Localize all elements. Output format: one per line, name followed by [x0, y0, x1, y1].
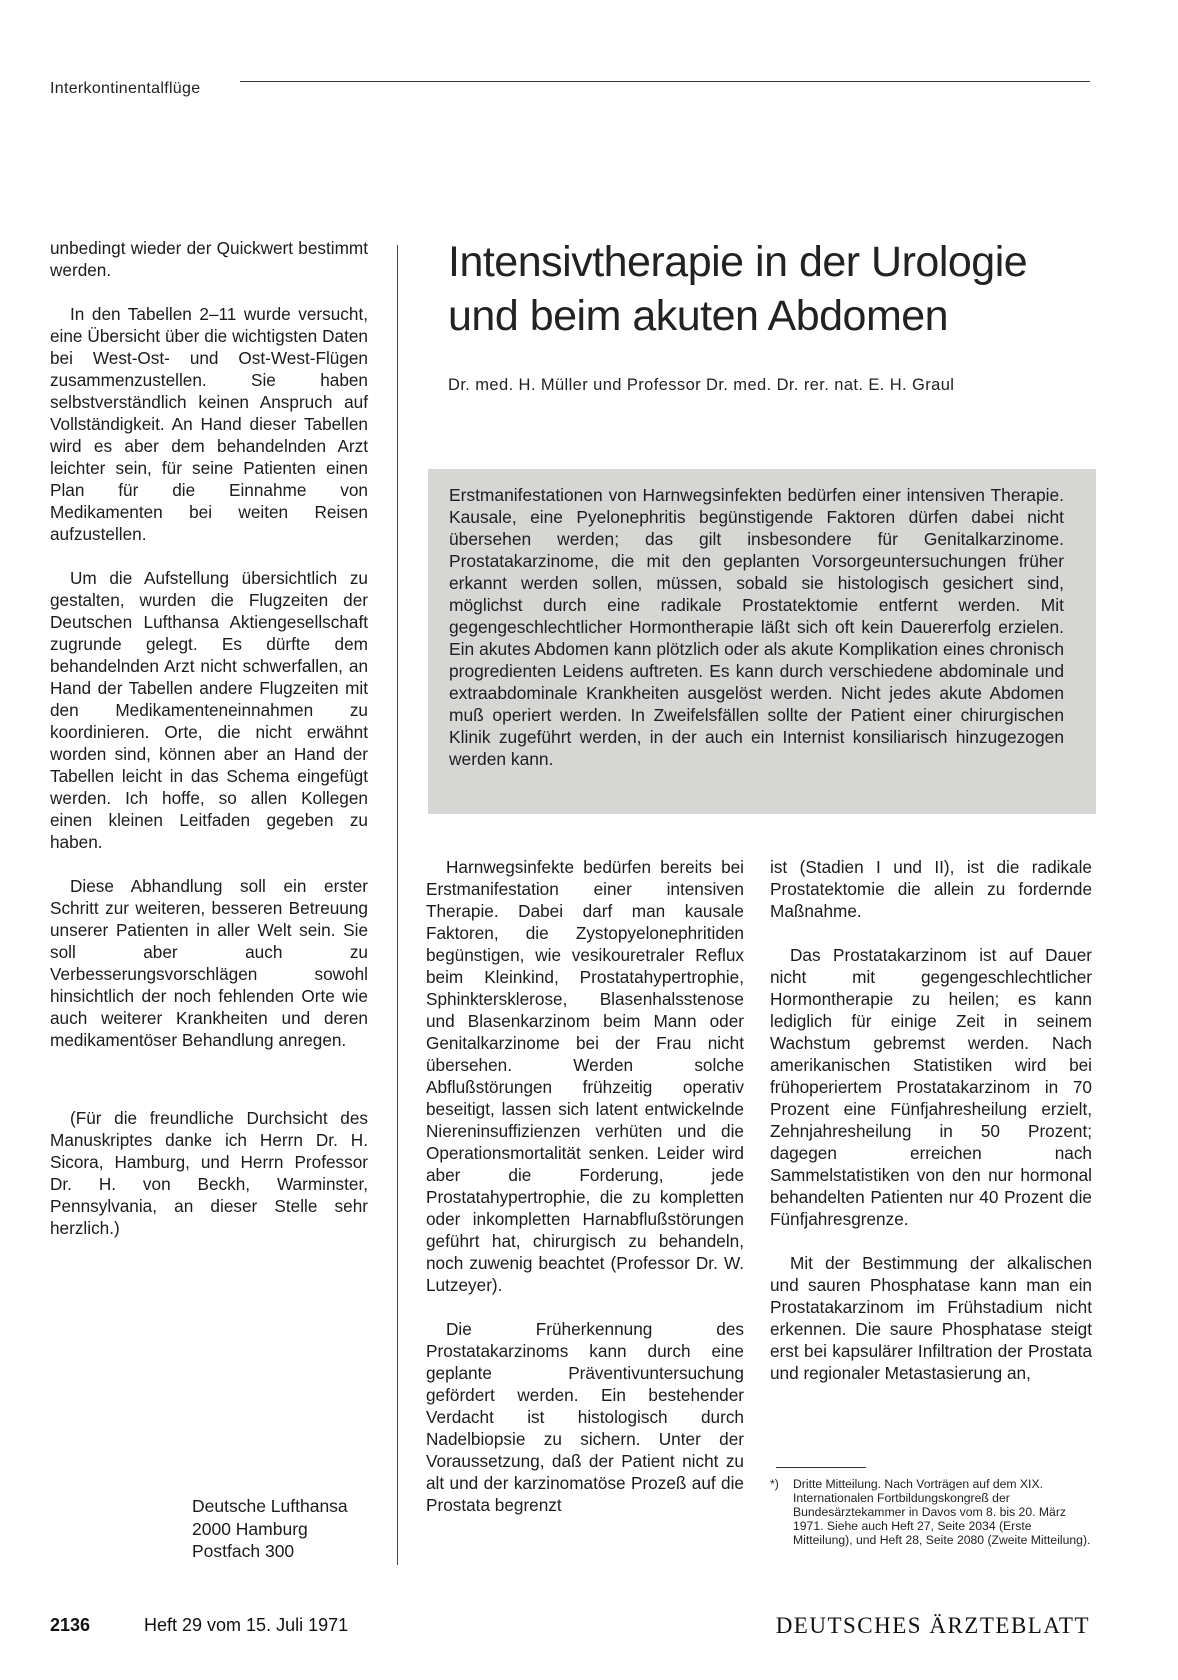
address-line-1: Deutsche Lufthansa [192, 1496, 348, 1516]
footnote-rule [776, 1467, 866, 1468]
abstract-text: Erstmanifestationen von Harnwegsinfekten bedürfen einer intensiven Therapie. Kausale, eine Pyelonephritis begünstigende Faktoren dürfen dabei nicht übersehen werden; das gilt insbesondere für Genitalkarzinome. Prostatakarzinome, die mit den geplanten Vorsorgeuntersuchungen früher erkannt werden sollen, müssen, sobald sie histologisch gesichert sind, möglichst durch eine radikale Prostatektomie entfernt werden. Mit gegengeschlechtlicher Hormontherapie läßt sich oft kein Dauererfolg erzielen. Ein akutes Abdomen kann plötzlich oder als akute Komplikation eines chronisch progredienten Leidens auftreten. Es kann durch verschiedene abdominale und extraabdominale Krankheiten ausgelöst werden. Nicht jedes akute Abdomen muß operiert werden. In Zweifelsfällen sollte der Patient einer chirurgischen Klinik zugeführt werden, in der auch ein Internist konsiliarisch hinzugezogen werden kann. [449, 485, 1064, 769]
left-paragraph-5: (Für die freundliche Durchsicht des Manuskriptes danke ich Herrn Dr. H. Sicora, Hamburg, und Herrn Professor Dr. H. von Beckh, Warminster, Pennsylvania, an dieser Stelle sehr herzlich.) [50, 1108, 368, 1238]
footnote [770, 1477, 1092, 1547]
right-column [770, 856, 1092, 1406]
left-paragraph-3: Um die Aufstellung übersichtlich zu gestalten, wurden die Flugzeiten der Deutschen Lufthansa Aktiengesellschaft zugrunde gelegt. Es dürfte dem behandelnden Arzt nicht schwerfallen, an Hand der Tabellen andere Flugzeiten mit den Medikamenteneinnahmen zu koordinieren. Orte, die nicht erwähnt worden sind, können aber an Hand der Tabellen leicht in das Schema eingefügt werden. Ich hoffe, so allen Kollegen einen kleinen Leitfaden gegeben zu haben. [50, 568, 368, 852]
journal-name: DEUTSCHES ÄRZTEBLATT [775, 1613, 1090, 1638]
author-address [192, 1495, 348, 1563]
left-paragraph-2: In den Tabellen 2–11 wurde versucht, eine Übersicht über die wichtigsten Daten bei West-Ost- und Ost-West-Flügen zusammenzustellen. Sie haben selbstverständlich keinen Anspruch auf Vollständigkeit. An Hand dieser Tabellen wird es aber dem behandelnden Arzt leichter sein, für seine Patienten einen Plan für die Einnahme von Medikamenten bei weiten Reisen aufzustellen. [50, 304, 368, 544]
middle-column [426, 856, 744, 1538]
right-paragraph-3: Mit der Bestimmung der alkalischen und sauren Phosphatase kann man ein Prostatakarzinom im Frühstadium nicht erkennen. Die saure Phosphatase steigt erst bei kapsulärer Infiltration der Prostata und regionaler Metastasierung an, [770, 1253, 1092, 1383]
left-column [50, 237, 368, 1261]
header-rule [240, 81, 1090, 82]
issue-info: Heft 29 vom 15. Juli 1971 [144, 1615, 349, 1635]
article-title: Intensivtherapie in der Urologie und beim akuten Abdomen [448, 238, 1028, 340]
address-line-2: 2000 Hamburg [192, 1518, 308, 1539]
middle-paragraph-2: Die Früherkennung des Prostatakarzinoms kann durch eine geplante Präventivuntersuchung gefördert werden. Ein bestehender Verdacht ist histologisch durch Nadelbiopsie zu sichern. Unter der Voraussetzung, daß der Patient nicht zu alt und der karzinomatöse Prozeß auf die Prostata begrenzt [426, 1319, 744, 1515]
middle-paragraph-1: Harnwegsinfekte bedürfen bereits bei Erstmanifestation einer intensiven Therapie. Dabei darf man kausale Faktoren, die Zystopyelonephritiden begünstigen, wie vesikouretraler Reflux beim Kleinkind, Prostatahypertrophie, Sphinktersklerose, Blasenhalsstenose und Blasenkarzinom beim Mann oder Genitalkarzinome bei der Frau nicht übersehen. Werden solche Abflußstörungen frühzeitig operativ beseitigt, lassen sich latent entwickelnde Niereninsuffizienzen verhüten und die Operationsmortalität senken. Leider wird aber die Forderung, jede Prostatahypertrophie, die zu kompletten oder inkompletten Harnabflußstörungen geführt hat, chirurgisch zu behandeln, noch zuwenig beachtet (Professor Dr. W. Lutzeyer). [426, 857, 744, 1295]
footnote-text: Dritte Mitteilung. Nach Vorträgen auf dem XIX. Internationalen Fortbildungskongreß der Bundesärztekammer in Davos vom 8. bis 20. März 1971. Siehe auch Heft 27, Seite 2034 (Erste Mitteilung), und Heft 28, Seite 2080 (Zweite Mitteilung). [793, 1477, 1091, 1547]
right-paragraph-1: ist (Stadien I und II), ist die radikale Prostatektomie die allein zu fordernde Maßnahme. [770, 857, 1092, 921]
left-paragraph-1: unbedingt wieder der Quickwert bestimmt werden. [50, 238, 368, 280]
article-authors: Dr. med. H. Müller und Professor Dr. med. Dr. rer. nat. E. H. Graul [448, 376, 955, 394]
left-paragraph-4: Diese Abhandlung soll ein erster Schritt zur weiteren, besseren Betreuung unserer Patienten in aller Welt sein. Sie soll aber auch zu Verbesserungsvorschlägen sowohl hinsichtlich der noch fehlenden Orte wie auch weiterer Krankheiten und deren medikamentöser Behandlung anregen. [50, 876, 368, 1050]
right-paragraph-2: Das Prostatakarzinom ist auf Dauer nicht mit gegengeschlechtlicher Hormontherapie zu heilen; es kann lediglich für einige Zeit in seinem Wachstum gebremst werden. Nach amerikanischen Statistiken wird bei frühoperiertem Prostatakarzinom in 70 Prozent eine Fünfjahresheilung erzielt, Zehnjahresheilung in 50 Prozent; dagegen erreichen nach Sammelstatistiken von den nur hormonal behandelten Patienten nur 40 Prozent die Fünfjahresgrenze. [770, 945, 1092, 1229]
running-header: Interkontinentalflüge [50, 80, 201, 97]
footnote-mark: *) [770, 1477, 779, 1491]
column-divider [397, 245, 398, 1565]
page-number: 2136 [50, 1615, 91, 1635]
address-line-3: Postfach 300 [192, 1541, 295, 1561]
